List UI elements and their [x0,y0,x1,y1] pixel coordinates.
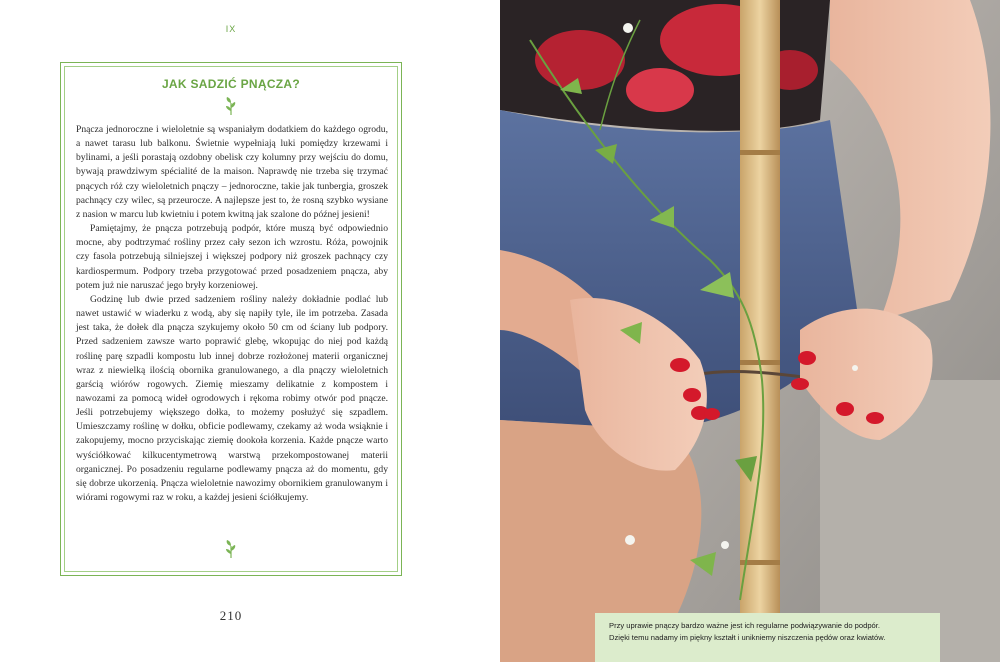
photo-hands-tying-vine-to-bamboo-icon [500,0,1000,662]
paragraph: Godzinę lub dwie przed sadzeniem rośliny należy dokładnie podlać lub nawet ustawić w wiaderku z wodą, aby się napiły tyle, ile im potrzeba. Zasada jest taka, że dołek dla pnącza szykujemy około 50 cm od ściany lub podpory. Przed sadzeniem zawsze warto poprawić glebę, wkopując do niej pod każdą roślinę parę szpadli kompostu lub innej dobrze rozłożonej materii organicznej wraz z niewielką ilością obornika granulowanego, a dla pnączy wieloletnich garścią wiórów rogowych. Ziemię mieszamy delikatnie z kompostem i nawozami za pomocą wideł ogrodowych i rękoma robimy otwór pod pnącze. Jeśli potrzebujemy większego dołka, to możemy posłużyć się szpadlem. Umieszczamy roślinę w dołku, obficie podlewamy, czekamy aż woda wsiąknie i zakopujemy, mocno przyciskając ziemię dookoła korzenia. Każde pnącze warto wyściółkować kilkucentymetrową warstwą przekompostowanej materii organicznej. Po posadzeniu regularne podlewamy pnącza aż do momentu, gdy się dobrze ukorzenią. Pnącza wieloletnie nawozimy obornikiem granulowanym i wiórami rogowymi raz w roku, a każdej jesieni ściółkujemy. [76,293,388,504]
caption-line: Dzięki temu nadamy im piękny kształt i unikniemy niszczenia pędów oraz kwiatów. [609,633,886,642]
paragraph: Pamiętajmy, że pnącza potrzebują podpór, które muszą być odpowiednio mocne, aby podtrzymać rośliny przez cały sezon ich wzrostu. Róża, powojnik czy fasola potrzebują silniejszej i większej podpory niż groszek pachnący czy kardiospermum. Podpory trzeba przygotować przed posadzeniem pnącza, aby potem już nie naruszać jego bryły korzeniowej. [76,223,388,291]
right-page [500,0,1000,662]
paragraph: Pnącza jednoroczne i wieloletnie są wspaniałym dodatkiem do każdego ogrodu, a nawet tarasu lub balkonu. Świetnie wypełniają luki pomiędzy krzewami i bylinami, a jeśli porastają ozdobny obelisk czy kolumny przy wejściu do domu, bywają prawdziwym spécialité de la maison. Naprawdę nie trzeba się trzymać pnących róż czy wieloletnich pnączy – jednoroczne, takie jak tunbergia, groszek pachnący czy wilec, są przeurocze. A najlepsze jest to, że rosną szybko wysiane z nasion w marcu lub kwietniu i potem kwitną jak szalone do późnej jesieni! [76,124,388,220]
sprig-ornament-icon [223,96,239,116]
page-number: 210 [219,608,243,623]
caption-line: Przy uprawie pnączy bardzo ważne jest ich regularne podwiązywanie do podpór. [609,621,880,630]
photo-caption [595,613,940,662]
body-text [76,123,388,505]
sprig-ornament-icon [223,539,239,559]
box-title: JAK SADZIĆ PNĄCZA? [161,77,301,91]
chapter-marker: IX [225,24,237,34]
